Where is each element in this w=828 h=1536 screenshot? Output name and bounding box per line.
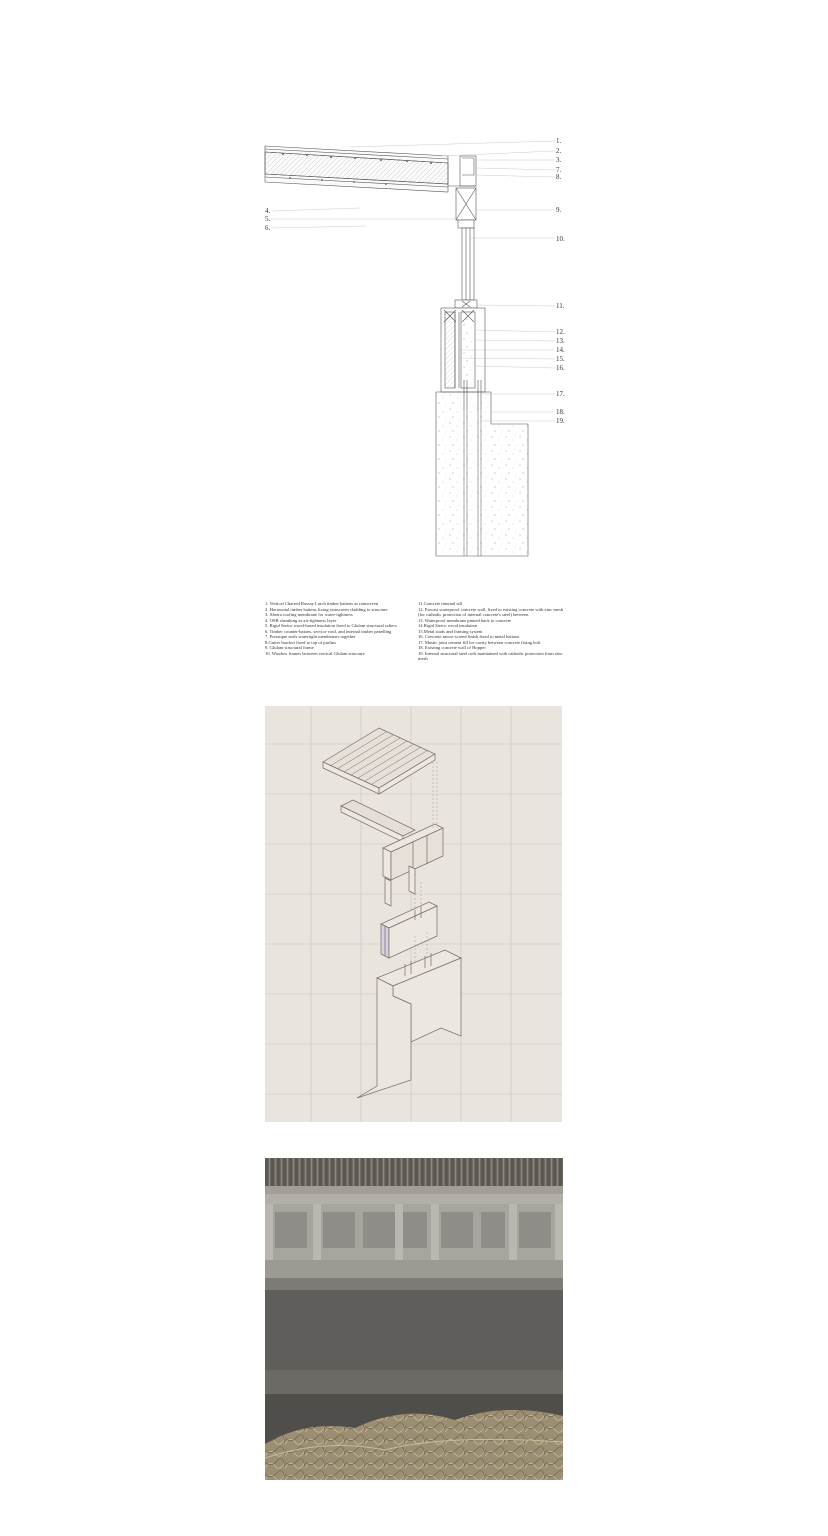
legend-item-9: 9. Glulam structural frame [265, 645, 314, 651]
callout-4: 4. [265, 207, 271, 215]
legend-column-right [418, 601, 570, 662]
legend-item-6: 6. Timber counter-batons, service void, and internal timber panelling [265, 628, 392, 634]
existing-concrete-render [265, 1278, 563, 1290]
larch-rainscreen [265, 1158, 563, 1186]
legend-item-17: 17. Mastic joint cement fill for cavity between concrete fixing bolt [418, 639, 541, 645]
legend-item-11: 11.Concrete internal sill [418, 601, 463, 606]
window-frame [462, 228, 474, 300]
construction-section-drawing [0, 0, 828, 600]
legend-item-15: 15.Metal studs and framing system [418, 628, 483, 634]
existing-concrete-wall [436, 392, 528, 556]
legend-item-14: 14.Rigid Steico wood insulation [418, 623, 478, 629]
legend-item-16: 16. Concrete micro-screed finish fixed to metal battons [418, 634, 520, 640]
callout-17: 17. [556, 390, 565, 398]
callout-8: 8. [556, 173, 562, 181]
legend-item-2: 2. Horizontal timber battens fixing rainscreen cladding to structure [265, 606, 388, 612]
callout-13: 13. [556, 337, 565, 345]
legend-item-12: 12. Precast waterproof concrete wall, fixed to existing concrete with zinc mesh (for cathodic protection of internal concrete's steel) between [418, 606, 564, 618]
legend-column-left [265, 601, 415, 656]
legend-item-7: 7. Pressique seals watertight membranes together [265, 634, 356, 640]
legend-item-19: 19. Internal structural steel rods maintained with cathodic protection from zinc mesh [418, 650, 563, 662]
gutter-bracket [460, 156, 476, 186]
exploded-axonometric-panel [265, 706, 562, 1122]
legend-item-4: 4. OSB sheathing as air-tightness layer [265, 617, 337, 623]
callout-19: 19. [556, 417, 565, 425]
callout-11: 11. [556, 302, 565, 310]
legend-item-5: 5. Rigid Steico wood-based insulation fixed to Glulam structural rafters [265, 623, 397, 629]
callout-9: 9. [556, 206, 562, 214]
callout-16: 16. [556, 364, 565, 372]
callout-5: 5. [265, 215, 271, 223]
callout-18: 18. [556, 408, 565, 416]
legend [265, 601, 570, 673]
callout-15: 15. [556, 355, 565, 363]
rendered-elevation-drawing [265, 1158, 563, 1480]
legend-item-8: 8.Gutter bracket fixed to top of purlins [265, 639, 337, 645]
legend-item-3: 3. Abetra roofing membrane for water-tightness [265, 612, 353, 618]
callout-1: 1. [556, 137, 562, 145]
callout-2: 2. [556, 147, 562, 155]
callout-14: 14. [556, 346, 565, 354]
legend-item-13: 13. Waterproof membrane pinned back to concrete [418, 617, 512, 623]
rendered-elevation-image [265, 1158, 563, 1480]
callout-12: 12. [556, 328, 565, 336]
legend-item-1: 1. Vertical Charred Rassay Larch timber battens as rainscreen [265, 601, 379, 606]
glulam-beam [341, 800, 415, 836]
callout-10: 10. [556, 235, 565, 243]
callout-3: 3. [556, 156, 562, 164]
callout-7: 7. [556, 166, 562, 174]
callout-6: 6. [265, 224, 271, 232]
exploded-axonometric-drawing [265, 706, 562, 1122]
legend-item-10: 10. Window frames between vertical Glulam structure [265, 650, 365, 656]
legend-item-18: 18. Existing concrete wall of Hopper [418, 645, 486, 651]
